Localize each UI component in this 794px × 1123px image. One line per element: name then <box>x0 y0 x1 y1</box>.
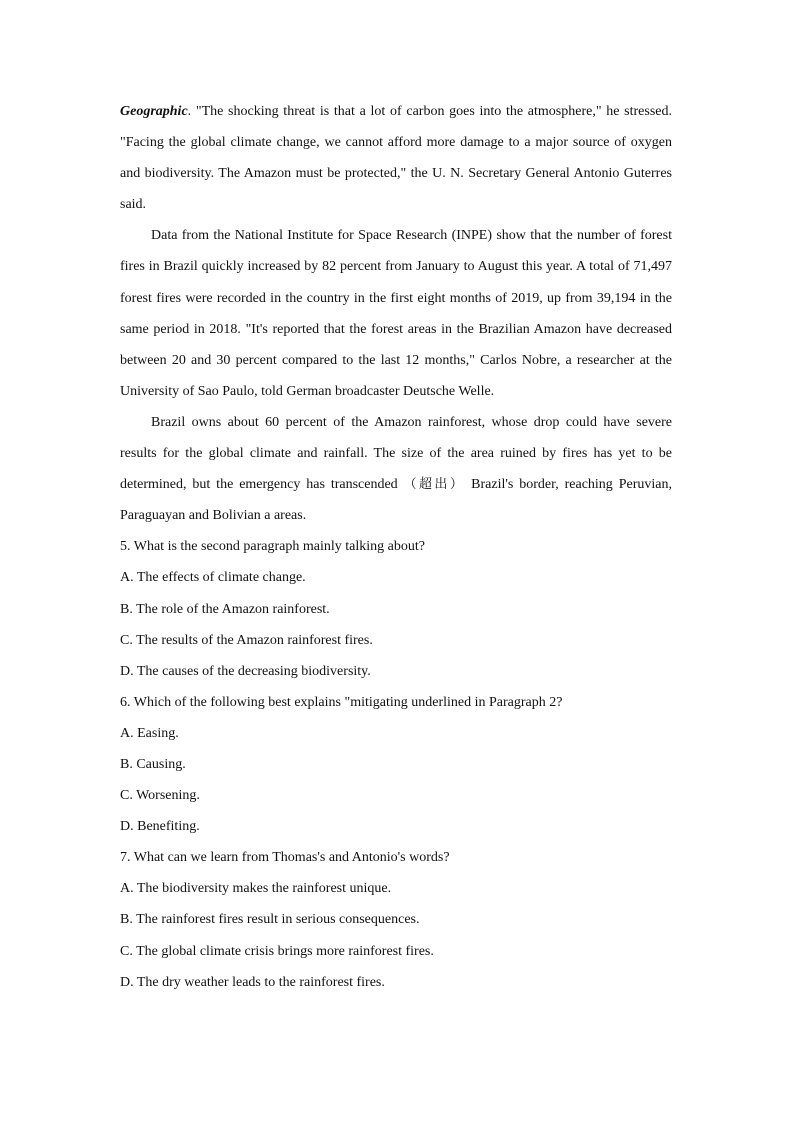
option-d: D. The dry weather leads to the rainforest fires. <box>120 974 385 990</box>
option-b: B. The role of the Amazon rainforest. <box>120 601 330 617</box>
option-a: A. The biodiversity makes the rainforest unique. <box>120 881 392 897</box>
question-stem: 6. Which of the following best explains "mitigating underlined in Paragraph 2? <box>120 694 563 710</box>
paragraph-3-text-after: Brazil's border, reaching Peruvian, Paraguayan and Bolivian a areas. <box>120 477 672 524</box>
passage-paragraph-2: Data from the National Institute for Space Research (INPE) show that the number of forest fires in Brazil quickly increased by 82 percent from January to August this year. A total of 71,497 forest fires were recorded in the country in the first eight months of 2019, up from 39,194 in the same period in 2018. "It's reported that the forest areas in the Brazilian Amazon have decreased between 20 and 30 percent compared to the last 12 months," Carlos Nobre, a researcher at the University of Sao Paulo, told German broadcaster Deutsche Welle. <box>120 228 672 399</box>
chinese-gloss: （超出） <box>403 477 466 493</box>
page-content <box>120 96 672 998</box>
question-6 <box>120 687 672 842</box>
option-a: A. The effects of climate change. <box>120 570 306 586</box>
question-stem: 7. What can we learn from Thomas's and Antonio's words? <box>120 850 450 866</box>
option-d: D. The causes of the decreasing biodiversity. <box>120 663 371 679</box>
passage-paragraph-1 <box>120 96 672 220</box>
option-c: C. The results of the Amazon rainforest fires. <box>120 632 373 648</box>
option-a: A. Easing. <box>120 725 179 741</box>
question-7 <box>120 842 672 997</box>
option-c: C. Worsening. <box>120 788 200 804</box>
paragraph-1-text: . "The shocking threat is that a lot of carbon goes into the atmosphere," he stressed. "Facing the global climate change, we cannot afford more damage to a major source of oxygen and biodiversity. The Amazon must be protected," the U. N. Secretary General Antonio Guterres said. <box>120 104 672 213</box>
question-stem: 5. What is the second paragraph mainly talking about? <box>120 539 425 555</box>
option-b: B. The rainforest fires result in serious consequences. <box>120 912 420 928</box>
passage-paragraph-3 <box>120 407 672 531</box>
source-name: Geographic <box>120 104 188 119</box>
option-b: B. Causing. <box>120 756 186 772</box>
option-c: C. The global climate crisis brings more rainforest fires. <box>120 943 434 959</box>
question-5 <box>120 531 672 686</box>
option-d: D. Benefiting. <box>120 819 200 835</box>
paragraph-3-text-before: Brazil owns about 60 percent of the Amazon rainforest, whose drop could have severe results for the global climate and rainfall. The size of the area ruined by fires has yet to be determined, but the emergency has transcended <box>120 414 672 493</box>
